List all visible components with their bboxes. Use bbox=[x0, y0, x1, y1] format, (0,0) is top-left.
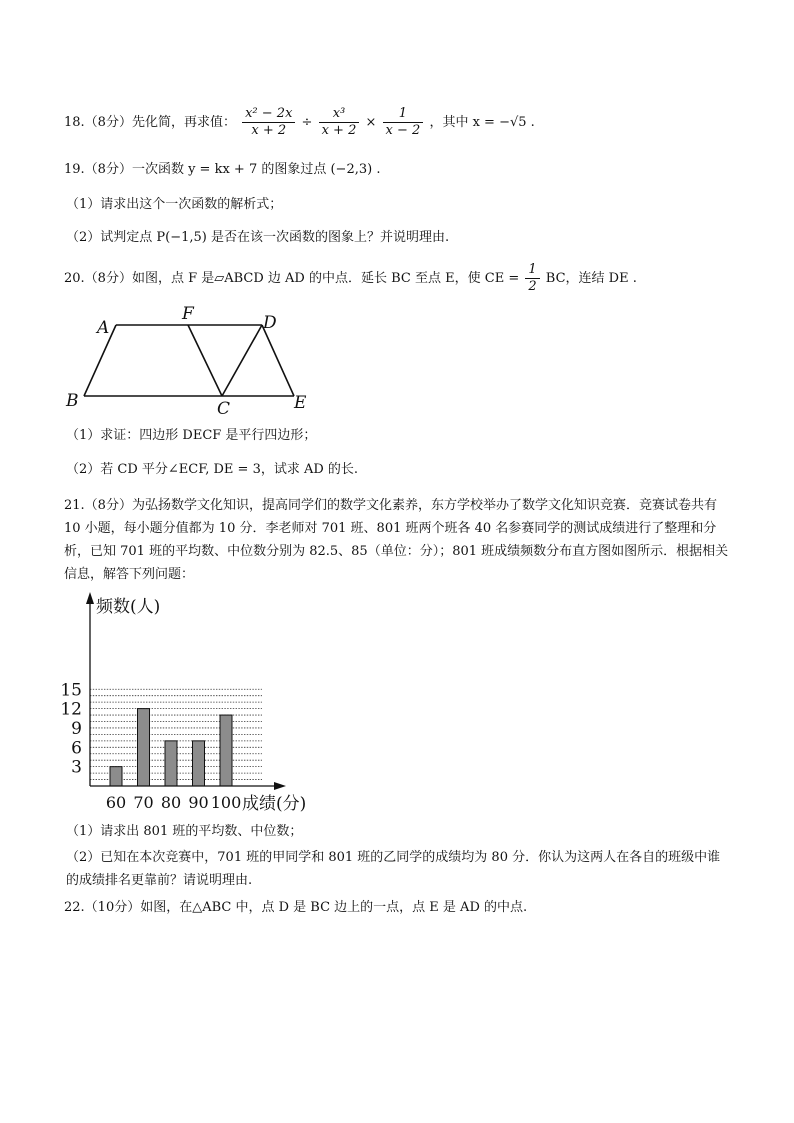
q18-fraction-2-numerator: x³ bbox=[319, 106, 360, 123]
q20-fraction-numerator: 1 bbox=[525, 262, 539, 279]
y-tick-label: 15 bbox=[60, 680, 82, 701]
q20-fraction-denominator: 2 bbox=[528, 279, 537, 294]
label-F: F bbox=[182, 304, 194, 324]
q22-stem: 22.（10分）如图，在△ABC 中，点 D 是 BC 边上的一点，点 E 是 AD 的中点. bbox=[64, 900, 528, 915]
q21-part-1: （1）请求出 801 班的平均数、中位数； bbox=[66, 824, 303, 839]
bar-70 bbox=[138, 709, 150, 786]
y-tick-label: 12 bbox=[60, 699, 82, 720]
q19-part-1: （1）请求出这个一次函数的解析式； bbox=[66, 197, 283, 212]
q18-divide-sign: ÷ bbox=[301, 115, 313, 130]
x-tick-label: 80 bbox=[160, 793, 182, 812]
x-tick-label: 60 bbox=[105, 793, 127, 812]
q20-stem bbox=[64, 262, 637, 295]
q20-fraction bbox=[525, 262, 539, 295]
bar-90 bbox=[193, 741, 205, 786]
x-axis-label: 成绩(分) bbox=[242, 794, 307, 814]
score-histogram bbox=[58, 590, 358, 820]
x-axis-arrow bbox=[274, 782, 286, 790]
y-axis-label: 频数(人) bbox=[96, 597, 161, 617]
label-D: D bbox=[263, 313, 277, 333]
parallelogram-diagram bbox=[60, 300, 320, 418]
x-tick-label: 70 bbox=[133, 793, 154, 812]
label-E: E bbox=[294, 393, 307, 413]
q18-line bbox=[64, 106, 535, 139]
y-tick-label: 3 bbox=[71, 757, 82, 778]
q21-stem: 21.（8分）为弘扬数学文化知识，提高同学们的数学文化素养，东方学校举办了数学文化知识竞赛．竞赛试卷共有 10 小题，每小题分值都为 10 分．李老师对 701 班、801 班两个班各 40 名参赛同学的测试成绩进行了整理和分析，已知 701 班的平均数、中位数分别为 82.5、85（单位：分）；801 班成绩频数分布直方图如图所示．根据相关信息，解答下列问题： bbox=[64, 498, 729, 582]
y-tick-label: 6 bbox=[71, 738, 82, 759]
q20-stem-b: BC，连结 DE . bbox=[545, 271, 637, 286]
q18-fraction-2-denominator: x + 2 bbox=[321, 123, 357, 138]
q20-part-2: （2）若 CD 平分∠ECF, DE = 3，试求 AD 的长. bbox=[66, 462, 359, 477]
q18-fraction-3-denominator: x − 2 bbox=[385, 123, 421, 138]
q18-fraction-2 bbox=[319, 106, 360, 139]
q18-times-sign: × bbox=[365, 115, 377, 130]
bar-100 bbox=[220, 715, 232, 786]
segment-DC bbox=[222, 325, 262, 396]
q18-fraction-1-denominator: x + 2 bbox=[251, 123, 287, 138]
q19-stem: 19.（8分）一次函数 y = kx + 7 的图象过点 (−2,3) . bbox=[64, 162, 381, 177]
q18-fraction-3-numerator: 1 bbox=[383, 106, 424, 123]
y-tick-label: 9 bbox=[71, 718, 82, 739]
segment-DE bbox=[262, 325, 294, 396]
y-axis-arrow bbox=[86, 592, 94, 604]
bar-80 bbox=[165, 741, 177, 786]
label-C: C bbox=[217, 399, 231, 418]
q18-prefix: 18.（8分）先化简，再求值： bbox=[64, 115, 236, 130]
label-A: A bbox=[97, 318, 110, 338]
q20-stem-a: 20.（8分）如图，点 F 是▱ABCD 边 AD 的中点．延长 BC 至点 E，使 CE = bbox=[64, 271, 520, 286]
q20-part-1: （1）求证：四边形 DECF 是平行四边形； bbox=[66, 428, 317, 443]
q19-part-2: （2）试判定点 P(−1,5) 是否在该一次函数的图象上？并说明理由. bbox=[66, 230, 450, 245]
segment-FC bbox=[188, 325, 222, 396]
q18-suffix: ，其中 x = −√5 . bbox=[429, 115, 535, 130]
x-tick-label: 100 bbox=[210, 793, 242, 812]
q21-part-2: （2）已知在本次竞赛中，701 班的甲同学和 801 班的乙同学的成绩均为 80 分．你认为这两人在各自的班级中谁的成绩排名更靠前？请说明理由. bbox=[66, 850, 721, 888]
q18-fraction-1-numerator: x² − 2x bbox=[242, 106, 295, 123]
q18-fraction-1 bbox=[242, 106, 295, 139]
q18-fraction-3 bbox=[383, 106, 424, 139]
label-B: B bbox=[66, 391, 79, 411]
x-tick-label: 90 bbox=[188, 793, 209, 812]
bar-60 bbox=[110, 767, 122, 786]
